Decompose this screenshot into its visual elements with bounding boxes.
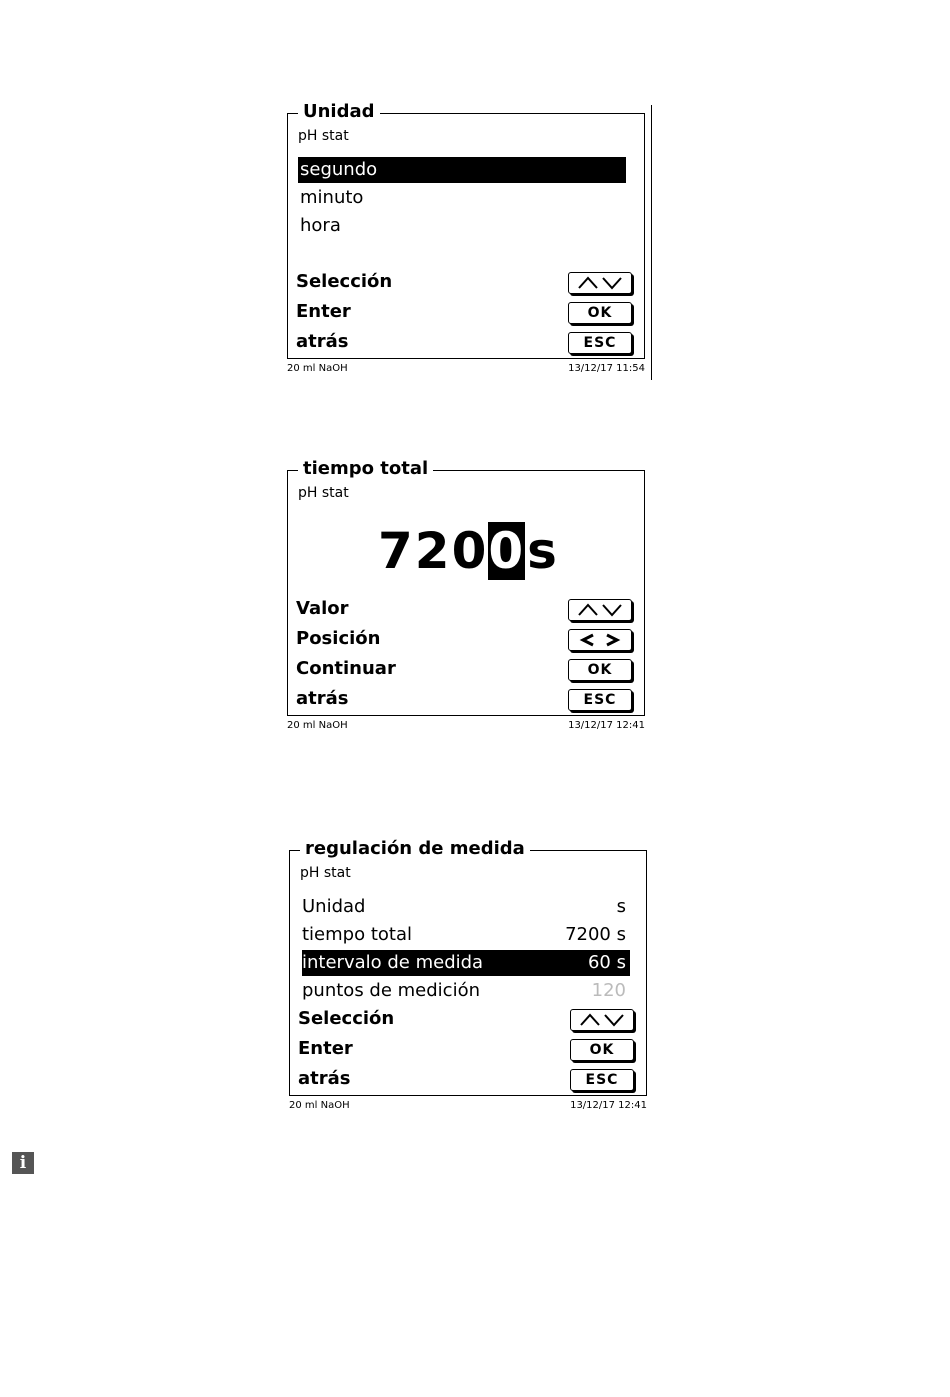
row-puntos-de-medicion	[302, 978, 630, 1004]
esc-key[interactable]: ESC	[568, 689, 632, 711]
up-down-key[interactable]	[568, 599, 632, 621]
up-down-arrows-icon	[577, 1013, 627, 1027]
up-down-arrows-icon	[575, 276, 625, 290]
status-left: 20 ml NaOH	[287, 363, 348, 374]
status-datetime: 13/12/17 12:41	[568, 720, 645, 731]
row-label: puntos de medición	[302, 980, 480, 1001]
up-down-arrows-icon	[575, 603, 625, 617]
measurement-settings-screen	[289, 838, 647, 1114]
hint-valor-label: Valor	[296, 598, 349, 619]
hint-atras-label: atrás	[298, 1068, 351, 1089]
option-hora[interactable]: hora	[300, 215, 341, 236]
status-left: 20 ml NaOH	[289, 1100, 350, 1111]
row-intervalo-de-medida[interactable]	[302, 950, 630, 976]
option-segundo[interactable]: segundo	[298, 157, 626, 183]
screen-frame	[287, 101, 645, 359]
hint-seleccion-label: Selección	[296, 271, 393, 292]
unit-selection-screen	[287, 101, 645, 377]
screen-title: tiempo total	[298, 458, 433, 480]
hint-enter-label: Enter	[298, 1038, 353, 1059]
row-unidad[interactable]	[302, 894, 630, 920]
up-down-key[interactable]	[568, 272, 632, 294]
screen-frame	[287, 458, 645, 716]
option-minuto[interactable]: minuto	[300, 187, 364, 208]
status-datetime: 13/12/17 12:41	[570, 1100, 647, 1111]
total-time-screen	[287, 458, 645, 734]
screen-title: regulación de medida	[300, 838, 530, 860]
left-right-arrows-icon	[575, 633, 625, 647]
row-value: 120	[591, 980, 626, 1001]
divider-line	[651, 105, 652, 380]
hint-enter-label: Enter	[296, 301, 351, 322]
left-right-key[interactable]	[568, 629, 632, 651]
row-tiempo-total[interactable]	[302, 922, 630, 948]
esc-key[interactable]: ESC	[570, 1069, 634, 1091]
ok-key[interactable]: OK	[570, 1039, 634, 1061]
screen-title: Unidad	[298, 101, 380, 123]
row-value: 7200 s	[565, 924, 626, 945]
ok-key[interactable]: OK	[568, 659, 632, 681]
ok-key[interactable]: OK	[568, 302, 632, 324]
row-label: intervalo de medida	[302, 952, 484, 973]
up-down-key[interactable]	[570, 1009, 634, 1031]
screen-subtitle: pH stat	[298, 485, 349, 501]
row-value: s	[616, 896, 626, 917]
row-label: Unidad	[302, 896, 366, 917]
hint-atras-label: atrás	[296, 688, 349, 709]
status-left: 20 ml NaOH	[287, 720, 348, 731]
screen-subtitle: pH stat	[298, 128, 349, 144]
row-label: tiempo total	[302, 924, 412, 945]
row-value: 60 s	[587, 952, 626, 973]
hint-posicion-label: Posición	[296, 628, 381, 649]
screen-subtitle: pH stat	[300, 865, 351, 881]
hint-continuar-label: Continuar	[296, 658, 396, 679]
time-value-display[interactable]	[378, 522, 559, 580]
cursor-digit[interactable]: 0	[488, 522, 526, 580]
screen-frame	[289, 838, 647, 1096]
time-value-digits: 720	[378, 522, 489, 580]
hint-seleccion-label: Selección	[298, 1008, 395, 1029]
status-datetime: 13/12/17 11:54	[568, 363, 645, 374]
hint-atras-label: atrás	[296, 331, 349, 352]
esc-key[interactable]: ESC	[568, 332, 632, 354]
time-unit: s	[527, 522, 559, 580]
info-icon: i	[12, 1152, 34, 1174]
